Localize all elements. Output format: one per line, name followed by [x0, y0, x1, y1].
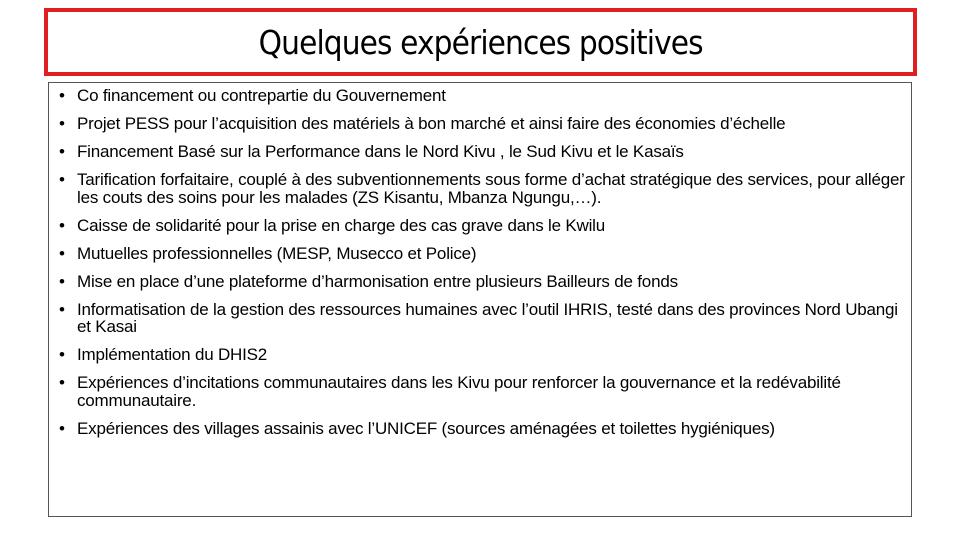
bullet-icon: • — [59, 86, 65, 105]
bullet-icon: • — [59, 243, 65, 263]
bullet-icon: • — [59, 373, 65, 392]
bullet-item — [57, 143, 905, 161]
bullet-item — [57, 346, 905, 364]
bullet-icon: • — [59, 345, 65, 364]
bullet-icon: • — [59, 418, 65, 438]
bullet-item — [57, 115, 905, 133]
bullet-item — [57, 420, 905, 438]
bullet-item — [57, 301, 905, 336]
bullet-icon: • — [59, 299, 65, 319]
bullet-icon: • — [59, 170, 65, 189]
bullet-icon: • — [59, 114, 65, 133]
bullet-icon: • — [59, 142, 65, 161]
slide-title: Quelques expériences positives — [258, 22, 703, 62]
bullet-text: Mutuelles professionnelles (MESP, Musecco et Police) — [77, 243, 477, 263]
bullet-text: Mise en place d’une plateforme d’harmonisation entre plusieurs Bailleurs de fonds — [77, 271, 678, 291]
content-frame — [48, 82, 912, 517]
bullet-icon: • — [59, 271, 65, 291]
bullet-item — [57, 273, 905, 291]
bullet-text: Caisse de solidarité pour la prise en charge des cas grave dans le Kwilu — [77, 215, 606, 235]
bullet-list — [57, 87, 905, 437]
bullet-item — [57, 217, 905, 235]
bullet-text: Expériences d’incitations communautaires dans les Kivu pour renforcer la gouvernance et la redévabilité communautaire. — [77, 373, 841, 410]
bullet-text: Expériences des villages assainis avec l’UNICEF (sources aménagées et toilettes hygiéniques) — [77, 418, 775, 438]
bullet-text: Co financement ou contrepartie du Gouvernement — [77, 86, 446, 105]
bullet-item — [57, 245, 905, 263]
bullet-item — [57, 374, 905, 409]
bullet-item — [57, 87, 905, 105]
bullet-text: Implémentation du DHIS2 — [77, 345, 268, 364]
bullet-item — [57, 171, 905, 206]
bullet-text: Financement Basé sur la Performance dans le Nord Kivu , le Sud Kivu et le Kasaïs — [77, 142, 684, 161]
slide-title-frame — [44, 8, 917, 76]
bullet-text: Tarification forfaitaire, couplé à des subventionnements sous forme d’achat stratégique des services, pour alléger les couts des soins pour les malades (ZS Kisantu, Mbanza Ngungu,…). — [77, 170, 905, 207]
bullet-text: Projet PESS pour l’acquisition des matériels à bon marché et ainsi faire des économies d’échelle — [77, 114, 786, 133]
bullet-icon: • — [59, 215, 65, 235]
bullet-text: Informatisation de la gestion des ressources humaines avec l’outil IHRIS, testé dans des provinces Nord Ubangi et Kasai — [77, 299, 898, 336]
